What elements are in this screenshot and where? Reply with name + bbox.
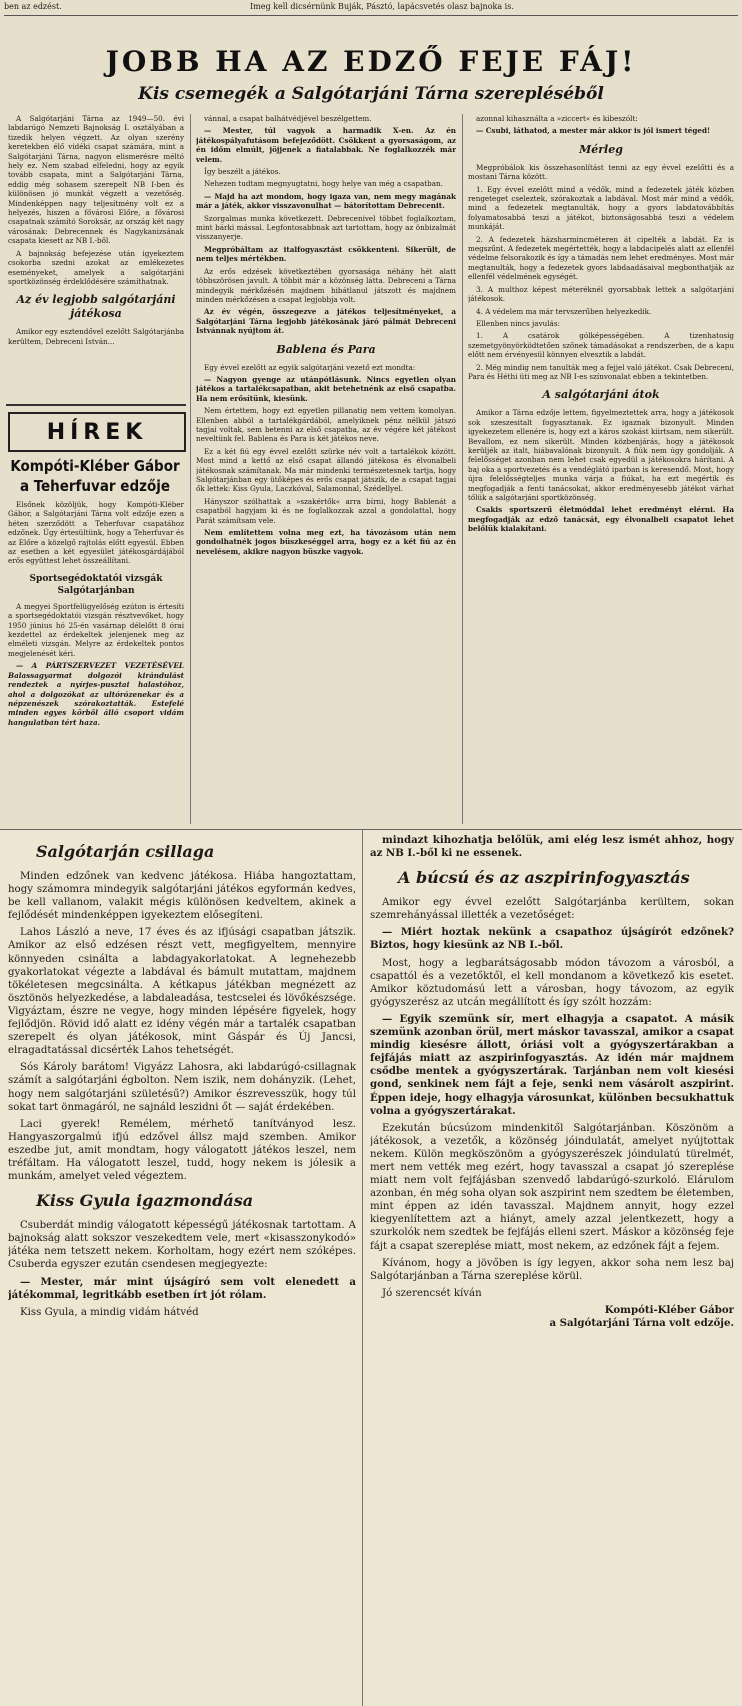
hirek-title: HÍREK — [46, 419, 148, 445]
top-rule — [4, 15, 738, 16]
paragraph: Ezekután búcsúzom mindenkitől Salgótarjánban. Köszönöm a játékosok, a vezetők, a közönség jóindulatát, amelyet nyújtottak nekem. Külön megköszönöm a gyógyszerészek jóindulatú türelmét, mert nem vették meg ezért, hogy tavasszal a csapat jó szereplése miatt nem volt fejfájásban szenvedő labdarúgó-szurkoló. Elárulom azonban, én még soha olyan sok aszpirint nem szedtem be életemben, mint éppen az idén tavasszal. Majdnem annyit, hogy ezzel kiegyenlítettem azt a hiányt, amely azzal jelentkezett, hogy a szurkolók nem szedtek be fejfájás elleni szert. Máskor a közönség feje fájt a csapat szereplése miatt, most nekem, az edzőnek fájt a fejem. — [370, 1122, 734, 1252]
paragraph: Az erős edzések következtében gyorsasága néhány hét alatt többszörösen javult. A többit már a közönség látta. Debreceni a Tárna mindegyik mérkőzésén majdnem hibátlanul játszott és majdnem minden mérkőzésen a csapat legjobbja volt. — [196, 266, 456, 304]
top-right-text: Imeg kell dicsérnünk Buják, Pásztó, lapácsvetés olasz bajnoka is. — [250, 2, 514, 11]
paragraph: — A PÁRTSZERVEZET VEZETÉSÉVEL Balassagyarmat dolgozói kirándulást rendeztek a nyírjes-pusztai halastóhoz, ahol a dolgozókat az ultórózenekar és a népzenészek szórakoztatták. Estefelé minden egyes körből álló csoport vidám hangulatban tért haza. — [8, 661, 184, 727]
coach-title: Kompóti-Kléber Gábor a Teherfuvar edzője — [10, 457, 180, 495]
section-heading-merleg: Mérleg — [579, 142, 623, 156]
paragraph: Elsőnek közöljük, hogy Kompóti-Kléber Gábor, a Salgótarjáni Tárna volt edzője ezen a héten szerződött a Teherfuvar csapatához edzőnek. Úgy értesültünk, hogy a Teherfuvar és az Előre a közelgő rajtolás előtt egyesül. Ebben az esetben a két egyesület játékosgárdájából erős együttest lehet összeállítani. — [8, 500, 184, 566]
top-strip — [0, 0, 742, 14]
paragraph: vánnal, a csapat balhátvédjével beszélgettem. — [204, 114, 372, 123]
paragraph: Nehezen tudtam megnyugtatni, hogy helye van még a csapatban. — [204, 179, 443, 189]
lower-right-column — [370, 834, 734, 1702]
paragraph: Kívánom, hogy a jövőben is így legyen, akkor soha nem lesz baj Salgótarjánban a Tárna szereplése körül. — [370, 1257, 734, 1282]
paragraph: 1. A csatárok gólképességében. A tizenhatosig szemetgyönyörködtetően szőnek támadásokat a rendszerben, de a kapu előtt nem érvényesül könnyen elvesztik a labdát. — [468, 331, 734, 360]
paragraph: Minden edzőnek van kedvenc játékosa. Hiába hangoztattam, hogy számomra mindegyik salgótarjáni játékos egyformán kedves, be kell vallanom, valakit mégis különösen kedveltem, akinek a fejlődését mindenképpen igyekeztem elősegíteni. — [8, 871, 356, 922]
paragraph: Most, hogy a legbarátságosabb módon távozom a városból, a csapattól és a vezetőktől, el kell mondanom a következő kis esetet. Amikor köztudomású lett a városban, hogy távozom, az egyik gyógyszerész az utcán megállított és így szólt hozzám: — [370, 957, 734, 1008]
column-rule — [362, 830, 363, 1706]
paragraph: Jó szerencsét kíván — [382, 1287, 482, 1299]
paragraph: Amikor egy évvel ezelőtt Salgótarjánba kerültem, sokan szemrehányással illették a vezetőséget: — [370, 897, 734, 922]
paragraph: — Majd ha azt mondom, hogy igaza van, nem megy magának már a játék, akkor visszavonulhat — bátorítottam Debrecenit. — [196, 191, 456, 211]
section-heading-atok: A salgótarjáni átok — [542, 388, 660, 402]
section-heading-kiss: Kiss Gyula igazmondása — [36, 1191, 254, 1211]
paragraph: Ez a két fiú egy évvel ezelőtt szürke név volt a tartalékok között. Most mind a kettő az első csapat állandó játékosa és élvonalbeli játékosnak számítanak. Ma már mindenki természetesnek tartja, hogy Salgótarjánban egy ütőképes és erős csapat játszik, de a csapat tagjai ők lettek: Kiss Gyula, Laczkóval, Salamonnal, Szédellyel. — [196, 446, 456, 494]
paragraph: Amikor a Tárna edzője lettem, figyelmeztettek arra, hogy a játékosok sok szeszesitalt fogyasztanak. Ez igaznak bizonyult. Minden igyekezetem ellenére is, hogy ezt a káros szokást kiirtsam, nem sikerült. Bevallom, ez nem sikerült. Minden közbenjárás, hogy a játékosok kerüljék az italt, hiábavalónak bizonyult. A fiúk nem úgy gondolják. A felelősséget azonban nem lehet csak egyedül a játékosokra hárítani. A baj oka a sportvezetés és a vendéglátó iparban is keresendő. Most, hogy újra felelősségteljes munka várja a fiúkat, ha ezt megértik és megfogadják a fenti tanácsokat, akkor eredményesebb játékot várhat tőlük a salgótarjáni sportközönség. — [468, 408, 734, 502]
upper-clipping — [0, 0, 742, 830]
headline: JOBB HA AZ EDZŐ FEJE FÁJ! — [105, 45, 637, 78]
column-rule — [190, 114, 191, 824]
paragraph: Megpróbálok kis összehasonlítást tenni az egy évvel ezelőtti és a mostani Tárna között. — [468, 162, 734, 182]
hirek-rule — [6, 404, 186, 406]
paragraph: 4. A védelem ma már tervszerűben helyezkedik. — [476, 306, 652, 316]
signature-name: Kompóti-Kléber Gábor — [604, 1303, 734, 1316]
paragraph: 3. A multhoz képest méteréknél gyorsabbak lettek a salgótarjáni játékosok. — [468, 284, 734, 304]
paragraph: Kiss Gyula, a mindig vidám hátvéd — [20, 1306, 199, 1318]
section-heading-csillaga: Salgótarján csillaga — [36, 842, 215, 861]
column-rule — [462, 114, 463, 824]
column-3 — [468, 114, 734, 826]
paragraph: Sós Károly barátom! Vigyázz Lahosra, aki labdarúgó-csillagnak számít a salgótarjáni égbolton. Nem iszik, nem dohányzik. (Lehet, hogy nem salgótarjáni születésű?) Amikor észrevesszük, hogy túl sokat tart önmagáról, ne sajnáld leszidni őt — saját érdekében. — [8, 1062, 356, 1113]
paragraph: Lahos László a neve, 17 éves és az ifjúsági csapatban játszik. Amikor az első edzésen részt vett, megfigyeltem, mennyire könnyeden csinálta a labdagyakorlatokat. A legnehezebb gyakorlatokat végezte a labdával és bámult mutattam, majdnem tökéletesen megcsinálta. A kétkapus játékban megnézett az ösztönös helyezkedése, a labdaleadása, testcselei és lövőkészsége. Vigyáztam, észre ne vegye, hogy minden lépésére figyelek, hogy fejlődjön. Rövid idő alatt ez idény végén már a tartalék csapatban szerepelt és olyan játékosok, mint Gáspár és Új Jancsi, elragadtatással dicsérték Lahos tehetségét. — [8, 927, 356, 1057]
top-left-text: ben az edzést. — [4, 2, 62, 11]
paragraph: Nem értettem, hogy ezt egyetlen pillanatig nem vettem komolyan. Ellenben abból a tartalékgárdából, amelyiknek pénz nélkül játszó tagjai voltak, sem betenni az első csapatba, az év végére két játékost neveltünk fel. Bablena és Para is két játékos neve. — [196, 406, 456, 444]
paragraph: A megyei Sportfelügyelőség ezúton is értesíti a sportsegédoktatói vizsgán résztvevőket, hogy 1950 június hó 25-én vasárnap délelőtt 8 órai kezdettel az érdekeltek jelenjenek meg az elméleti vizsgán. Melyre az érdekeltek pontos megjelenését kéri. — [8, 601, 184, 658]
signature-role: a Salgótarjáni Tárna volt edzője. — [549, 1317, 734, 1329]
subheadline: Kis csemegék a Salgótarjáni Tárna szerepléséből — [138, 84, 604, 104]
paragraph: A bajnokság befejezése után igyekeztem csokorba szedni azokat az emlékezetes eseményeket, amelyek a salgótarjáni sportközönség érdeklődésére számíthatnak. — [8, 248, 184, 286]
paragraph: Laci gyerek! Remélem, mérhető tanítványod lesz. Hangyaszorgalmú ifjú edzővel állsz majd szemben. Amikor eszedbe jut, amit mondtam, hogy válogatott játékos leszel, nem tréfáltam. Ha válogatott leszel, tudd, hogy nekem is jólesik a munkám, amelyet veled végeztem. — [8, 1118, 356, 1183]
paragraph: A Salgótarjáni Tárna az 1949—50. évi labdarúgó Nemzeti Bajnokság I. osztályában a tizedik helyen végzett. Az olyan szerény keretekben élő vidéki csapat számára, mint a Salgótarjáni Tárna, nagyon elismerésre méltó hely ez. Nem szabad elfeledni, hogy az egyik tovább csapata, mint a Salgótarjáni Tárna, eddig még sohasem szerepelt NB I-ben és különösen jó munkát végzett a vezetőség. Mindenképpen nagy teljesítmény volt ez a helyezés, hiszen a fővárosi Előre, a fővárosi csapatnak számító Soroksár, az ország két nagy városának: Debrecennek és Nagykanizsának csapata kiesett az NB I.-ből. — [8, 114, 184, 246]
paragraph: 1. Egy évvel ezelőtt mind a védők, mind a fedezetek játék közben rengeteget cseleztek, szórakoztak a labdával. Most már mind a védők, mind a fedezetek megtanulták, hogy a gyors labdatovábbítás folyamatosabbá teszi a játékot, biztonságosabbá teszi a védelem munkáját. — [468, 184, 734, 232]
paragraph: Hányszor szólhattak a »szakértők« arra bírni, hogy Bablenát a csapatból hagyjam ki és ne foglalkozzak azzal a gondolattal, hogy Parát számítsam vele. — [196, 496, 456, 525]
section-heading-bablena: Bablena és Para — [276, 342, 376, 356]
lower-clipping — [0, 830, 742, 1706]
column-2 — [196, 114, 456, 826]
hirek-box — [8, 412, 186, 452]
paragraph: 2. Még mindig nem tanulták meg a fejjel való játékot. Csak Debreceni, Para és Héthi üti meg az NB I-es színvonalat ebben a tekintetben. — [468, 362, 734, 381]
paragraph: Szorgalmas munka következett. Debrecenivel többet foglalkoztam, mint bárki mással. Legfontosabbnak azt tartottam, hogy az önbizalmát visszanyerje. — [196, 213, 456, 242]
paragraph: Csakis sportszerű életmóddal lehet eredményt elérni. Ha megfogadják az edző tanácsát, egy élvonalbeli csapatot lehet belőlük kialakítani. — [468, 505, 734, 534]
section-heading-sport: Sportsegédoktatói vizsgák Salgótarjánban — [29, 573, 163, 596]
paragraph: mindazt kihozhatja belőlük, ami elég lesz ismét ahhoz, hogy az NB I.-ből ki ne essenek. — [370, 834, 734, 860]
paragraph: Csuberdát mindig válogatott képességű játékosnak tartottam. A bajnokság alatt sokszor veszekedtem vele, mert «kisasszonykodó» játéka nem tetszett nekem. Korholtam, hogy ezért nem szóképes. Csuberda egyszer ezután csendesen megjegyezte: — [8, 1220, 356, 1271]
paragraph: — Miért hoztak nekünk a csapathoz újságírót edzőnek? Biztos, hogy kiesünk az NB I.-ből. — [370, 926, 734, 952]
column-1-lower — [8, 500, 184, 830]
section-heading-bucsu: A búcsú és az aszpirinfogyasztás — [398, 868, 690, 888]
paragraph: — Mester, már mint újságíró sem volt elenedett a játékommal, legritkább esetben írt jót rólam. — [8, 1275, 356, 1301]
lower-left-column — [8, 834, 356, 1702]
paragraph: Nem említettem volna meg ezt, ha távozásom után nem gondolhatnék jogos büszkeséggel arra, hogy ez a két fiú az én nevelésem, akikre nagyon büszke vagyok. — [196, 528, 456, 556]
paragraph: Az év végén, összegezve a játékos teljesítményeket, a Salgótarjáni Tárna legjobb játékosának járó pálmát Debreceni Istvánnak nyújtom át. — [196, 307, 456, 336]
paragraph: Amikor egy esztendővel ezelőtt Salgótarjánba kerültem, Debreceni István... — [8, 327, 184, 346]
paragraph: Így beszélt a játékos. — [204, 167, 281, 177]
paragraph: azonnal kihasználta a »ziccert« és kibeszólt: — [476, 114, 638, 123]
paragraph: Ellenben nincs javulás: — [476, 318, 560, 328]
paragraph: 2. A fedezetek házsharmincméteren át cipelték a labdát. Ez is megszűnt. A fedezetek megértették, hogy a labdacipelés alatt az ellenfél védelme felsorakozik és így a támadás nem lehet eredményes. Most már megtanulták, hogy a fedezetek gyors labdaadásaival megbonthatják az ellenfél védelmének egységét. — [468, 234, 734, 282]
paragraph: — Nagyon gyenge az utánpótlásunk. Nincs egyetlen olyan játékos a tartalékcsapatban, akit betehetnénk az első csapatba. Ha nem erősítünk, kiesünk. — [196, 374, 456, 403]
paragraph: — Mester, túl vagyok a harmadik X-en. Az én játékospályafutásom befejeződött. Csökkent a gyorsaságom, az én időm elmúlt, jöjjenek a fiatalabbak. Ne foglalkozzék már velem. — [196, 126, 456, 164]
paragraph: Megpróbáltam az italfogyasztást csökkenteni. Sikerült, de nem teljes mértékben. — [196, 244, 456, 264]
section-heading-ev: Az év legjobb salgótarjáni játékosa — [16, 293, 176, 321]
paragraph: Egy évvel ezelőtt az egyik salgótarjáni vezető ezt mondta: — [204, 362, 416, 372]
column-1-upper — [8, 114, 184, 414]
paragraph: — Csubi, láthatod, a mester már akkor is jól ismert téged! — [476, 126, 711, 136]
paragraph: — Egyik szemünk sír, mert elhagyja a csapatot. A másik szemünk azonban örül, mert máskor tavasszal, amikor a csapat mindig kiesésre állott, óriási volt a gyógyszertárakban a fejfájás miatt az aszpirinfogyasztás. Az idén már majdnem csődbe mentek a gyógyszertárak. Tarjánban nem volt kiesési gond, senkinek nem fájt a feje, senki nem vásárolt aszpirint. Éppen ideje, hogy elhagyja városunkat, különben becsukhattuk volna a gyógyszertárakat. — [370, 1012, 734, 1117]
